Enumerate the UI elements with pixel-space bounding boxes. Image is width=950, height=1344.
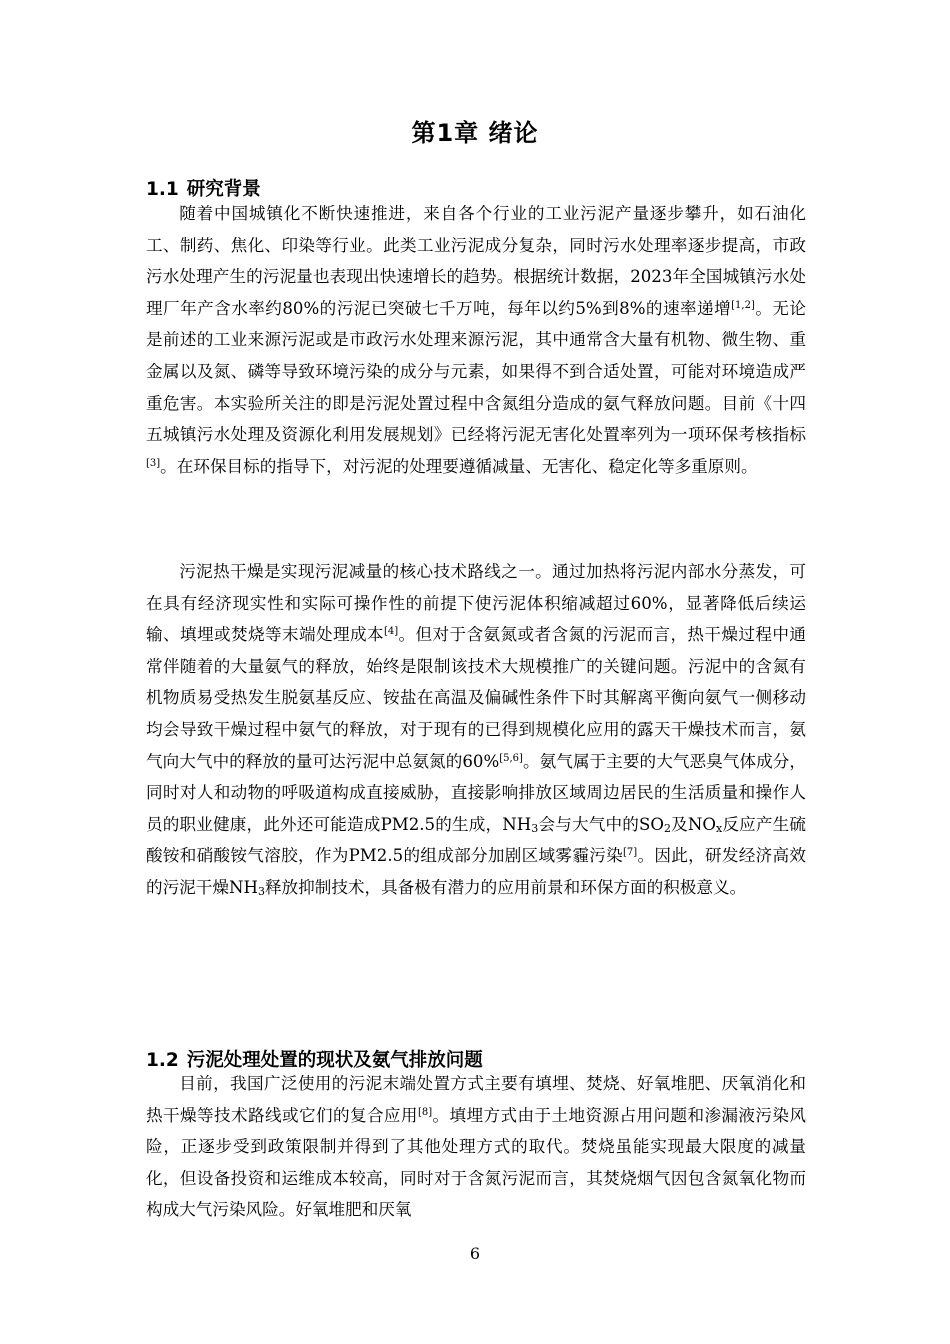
paragraph-research-background-2: 污泥热干燥是实现污泥减量的核心技术路线之一。通过加热将污泥内部水分蒸发，可在具有经济现实性和实际可操作性的前提下使污泥体积缩减超过60%，显著降低后续运输、填埋或焚烧等末端处理成本[4]。但对于含氨氮或者含氮的污泥而言，热干燥过程中通常伴随着的大量氨气的释放，始终是限制该技术大规模推广的关键问题。污泥中的含氮有机物质易受热发生脱氨基反应、铵盐在高温及偏碱性条件下时其解离平衡向氨气一侧移动均会导致干燥过程中氨气的释放，对于现有的已得到规模化应用的露天干燥技术而言，氨气向大气中的释放的量可达污泥中总氨氮的60%[5,6]。氨气属于主要的大气恶臭气体成分，同时对人和动物的呼吸道构成直接威胁，直接影响排放区域周边居民的生活质量和操作人员的职业健康，此外还可能造成PM2.5的生成，$NH_3$会与大气中的$SO_2$及$NO_x$反应产生硫酸铵和硝酸铵气溶胶，作为PM2.5的组成部分加剧区域雾霾污染[7]。因此，研发经济高效的污泥干燥$NH_3$释放抑制技术，具备极有潜力的应用前景和环保方面的积极意义。 [146, 562, 807, 898]
citation: [8] [417, 1106, 433, 1118]
subscript: x [716, 821, 723, 835]
citation: [7] [622, 847, 638, 859]
citation: [4] [383, 626, 399, 638]
chapter-title: 第1章 绪论 [411, 119, 539, 147]
paragraph-research-background-1: 随着中国城镇化不断快速推进，来自各个行业的工业污泥产量逐步攀升，如石油化工、制药、焦化、印染等行业。此类工业污泥成分复杂，同时污水处理率逐步提高，市政污水处理产生的污泥量也表现出快速增长的趋势。根据统计数据，2023年全国城镇污水处理厂年产含水率约80%的污泥已突破七千万吨，每年以约5%到8%的速率递增[1,2]。无论是前述的工业来源污泥或是市政污水处理来源污泥，其中通常含大量有机物、微生物、重金属以及氮、磷等导致环境污染的成分与元素，如果得不到合适处置，可能对环境造成严重危害。本实验所关注的即是污泥处置过程中含氮组分造成的氨气释放问题。目前《十四五城镇污水处理及资源化利用发展规划》已经将污泥无害化处置率列为一项环保考核指标[3]。在环保目标的指导下，对污泥的处理要遵循减量、无害化、稳定化等多重原则。 [146, 204, 807, 476]
subscript: 3 [257, 884, 265, 898]
citation: [3] [146, 457, 161, 469]
section-number: 1.1 [146, 179, 179, 200]
citation: [1,2] [731, 299, 755, 311]
subscript: 3 [531, 821, 539, 835]
section-title: 研究背景 [186, 179, 261, 200]
paragraph-sludge-treatment-status: 目前，我国广泛使用的污泥末端处置方式主要有填埋、焚烧、好氧堆肥、厌氧消化和热干燥等技术路线或它们的复合应用[8]。填埋方式由于土地资源占用问题和渗漏液污染风险，正逐步受到政策限制并得到了其他处理方式的取代。焚烧虽能实现最大限度的减量化，但设备投资和运维成本较高，同时对于含氮污泥而言，其焚烧烟气因包含氮氧化物而构成大气污染风险。好氧堆肥和厌氧 [146, 1074, 807, 1220]
page-number: 6 [469, 1244, 481, 1263]
subscript: 2 [663, 821, 671, 835]
citation: [5,6] [499, 752, 523, 764]
section-title: 污泥处理处置的现状及氨气排放问题 [186, 1050, 483, 1071]
section-number: 1.2 [146, 1050, 179, 1071]
